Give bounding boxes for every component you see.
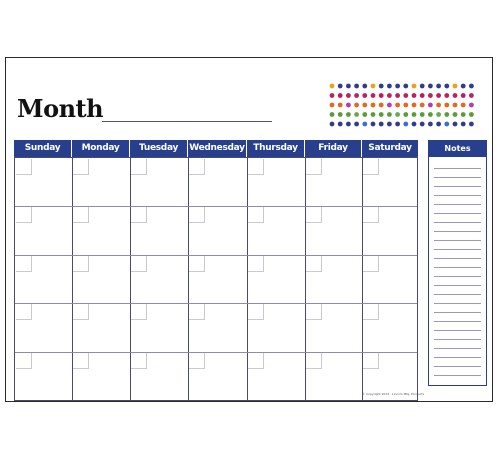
decorative-dot [453,93,458,98]
decorative-dot [461,93,466,98]
note-ruled-line [434,348,481,349]
decorative-dot [354,84,359,89]
decorative-dot [444,93,449,98]
note-ruled-line [434,213,481,214]
note-ruled-line [434,267,481,268]
date-number-box [363,304,379,320]
decorative-dot [469,84,474,89]
note-ruled-line [434,339,481,340]
date-number-box [306,304,322,320]
date-number-box [73,304,89,320]
decorative-dot [461,122,466,127]
decorative-dot [338,93,343,98]
note-ruled-line [434,357,481,358]
decorative-dot [387,122,392,127]
decorative-dot [412,103,417,108]
decorative-dot [436,84,441,89]
decorative-dot [436,122,441,127]
note-ruled-line [434,249,481,250]
decorative-dot [403,93,408,98]
note-ruled-line [434,195,481,196]
decorative-dot [453,103,458,108]
decorative-dot [469,122,474,127]
dot-pattern-svg [328,82,478,130]
decorative-dot [354,122,359,127]
decorative-dot [362,93,367,98]
date-number-box [16,207,32,223]
date-number-box [131,304,147,320]
decorative-dot [395,122,400,127]
page-title: Month [17,94,104,123]
decorative-dot [403,112,408,117]
note-ruled-line [434,258,481,259]
date-number-box [189,256,205,272]
date-number-box [363,256,379,272]
decorative-dot [428,93,433,98]
decorative-dot-pattern [328,82,478,130]
note-ruled-line [434,168,481,169]
weekday-friday: Friday [318,143,348,153]
decorative-dot [444,103,449,108]
decorative-dot [371,84,376,89]
date-number-box [306,353,322,369]
decorative-dot [444,84,449,89]
decorative-dot [469,93,474,98]
decorative-dot [362,112,367,117]
decorative-dot [412,112,417,117]
note-ruled-line [434,177,481,178]
date-number-box [363,207,379,223]
date-number-box [248,304,264,320]
decorative-dot [387,112,392,117]
date-number-box [189,304,205,320]
date-number-box [16,304,32,320]
weekday-sunday: Sunday [24,143,61,153]
date-number-box [189,207,205,223]
date-number-box [73,207,89,223]
month-write-line [102,121,272,122]
note-ruled-line [434,204,481,205]
note-ruled-line [434,321,481,322]
decorative-dot [453,84,458,89]
decorative-dot [395,103,400,108]
note-ruled-line [434,375,481,376]
decorative-dot [412,93,417,98]
date-number-box [131,256,147,272]
decorative-dot [387,93,392,98]
date-number-box [363,159,379,175]
decorative-dot [387,103,392,108]
decorative-dot [346,112,351,117]
decorative-dot [362,84,367,89]
decorative-dot [362,103,367,108]
date-number-box [306,207,322,223]
note-ruled-line [434,303,481,304]
decorative-dot [346,84,351,89]
decorative-dot [395,84,400,89]
decorative-dot [338,103,343,108]
decorative-dot [436,93,441,98]
date-number-box [248,353,264,369]
date-number-box [16,353,32,369]
decorative-dot [403,84,408,89]
decorative-dot [444,112,449,117]
note-ruled-line [434,285,481,286]
decorative-dot [379,112,384,117]
decorative-dot [453,122,458,127]
date-number-box [131,159,147,175]
decorative-dot [338,84,343,89]
weekday-thursday: Thursday [253,143,298,153]
decorative-dot [346,103,351,108]
decorative-dot [330,103,335,108]
notes-header: Notes [429,141,486,157]
weekday-saturday: Saturday [368,143,412,153]
date-number-box [73,353,89,369]
decorative-dot [371,112,376,117]
weekday-header [14,140,418,157]
decorative-dot [387,84,392,89]
date-number-box [16,159,32,175]
decorative-dot [354,112,359,117]
decorative-dot [338,112,343,117]
decorative-dot [330,122,335,127]
decorative-dot [379,122,384,127]
note-ruled-line [434,231,481,232]
decorative-dot [461,103,466,108]
note-ruled-line [434,330,481,331]
date-number-box [189,159,205,175]
date-number-box [189,353,205,369]
date-number-box [73,256,89,272]
decorative-dot [420,103,425,108]
decorative-dot [428,112,433,117]
decorative-dot [346,93,351,98]
weekday-tuesday: Tuesday [138,143,179,153]
decorative-dot [362,122,367,127]
decorative-dot [412,84,417,89]
date-number-box [248,159,264,175]
note-ruled-line [434,366,481,367]
date-number-box [248,256,264,272]
decorative-dot [371,103,376,108]
weekday-wednesday: Wednesday [189,143,245,153]
note-ruled-line [434,240,481,241]
day-cells [14,157,418,401]
decorative-dot [354,93,359,98]
date-number-box [363,353,379,369]
decorative-dot [395,112,400,117]
decorative-dot [453,112,458,117]
decorative-dot [444,122,449,127]
date-number-box [73,159,89,175]
decorative-dot [420,122,425,127]
note-ruled-line [434,186,481,187]
note-ruled-line [434,276,481,277]
decorative-dot [403,122,408,127]
calendar-grid [14,140,418,401]
decorative-dot [436,112,441,117]
decorative-dot [428,84,433,89]
note-ruled-line [434,222,481,223]
copyright-text: © Copyright 2013 · Lincoln Mfg. Products [362,392,425,396]
date-number-box [16,256,32,272]
decorative-dot [330,93,335,98]
decorative-dot [469,112,474,117]
decorative-dot [403,103,408,108]
date-number-box [248,207,264,223]
decorative-dot [379,103,384,108]
decorative-dot [330,112,335,117]
decorative-dot [354,103,359,108]
decorative-dot [436,103,441,108]
decorative-dot [420,112,425,117]
decorative-dot [461,112,466,117]
note-ruled-line [434,312,481,313]
decorative-dot [428,103,433,108]
decorative-dot [420,84,425,89]
decorative-dot [379,93,384,98]
note-ruled-line [434,294,481,295]
date-number-box [306,256,322,272]
decorative-dot [346,122,351,127]
decorative-dot [428,122,433,127]
decorative-dot [330,84,335,89]
date-number-box [131,353,147,369]
date-number-box [131,207,147,223]
decorative-dot [469,103,474,108]
decorative-dot [412,122,417,127]
decorative-dot [461,84,466,89]
decorative-dot [379,84,384,89]
date-number-box [306,159,322,175]
weekday-monday: Monday [81,143,120,153]
notes-panel [428,140,487,386]
decorative-dot [395,93,400,98]
decorative-dot [420,93,425,98]
decorative-dot [371,122,376,127]
decorative-dot [338,122,343,127]
decorative-dot [371,93,376,98]
